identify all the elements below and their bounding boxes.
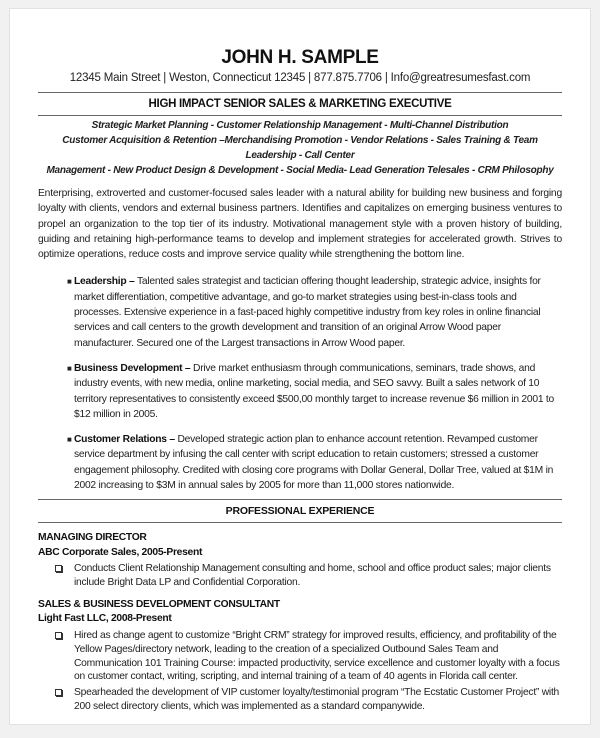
summary-paragraph: Enterprising, extroverted and customer-focused sales leader with a natural ability for building new business and forging loyalty with clients, vendors and external business partners. Identifies and capitalizes on emerging business ventures to propel an organization to the top tier of its industry. Motivational management style with a proven history of building, guiding and retaining high-performance teams to develop and implement strategies for accelerated growth. Strives to optimize operations, reduce costs and improve service quality while strengthening the bottom line. bbox=[38, 188, 562, 261]
job-title: SALES & BUSINESS DEVELOPMENT CONSULTANT bbox=[38, 598, 280, 610]
skills-line: Strategic Market Planning - Customer Relationship Management - Multi-Channel Distribution bbox=[91, 120, 509, 131]
skills-line: Customer Acquisition & Retention –Merchandising Promotion - Vendor Relations - Sales Training & Team Leadership - Call Center bbox=[62, 135, 538, 161]
job-bullet-text: Hired as change agent to customize “Bright CRM” strategy for improved results, efficiency, and profitability of the Yellow Pages/directory network, leading to the creation of a specialized Outbound Sales Team and Communication 101 Training Course: impacted productivity, service excellence and customer loyalty with a focus on customer contact, writing, scripting, and internal training of a team of 40 agents in Florida call center. bbox=[74, 629, 560, 683]
job-bullet-text: Conducts Client Relationship Management consulting and home, school and office product sales; major clients include Bright Data LP and Confidential Corporation. bbox=[74, 563, 551, 589]
highlight-leadership bbox=[67, 274, 562, 350]
job-title: MANAGING DIRECTOR bbox=[38, 532, 147, 544]
highlight-customer-relations bbox=[67, 432, 562, 493]
highlight-title: Leadership – bbox=[74, 276, 135, 288]
job-bullet bbox=[74, 686, 562, 714]
divider bbox=[38, 522, 562, 523]
highlight-title: Customer Relations – bbox=[74, 434, 175, 446]
highlight-text: Talented sales strategist and tactician offering thought leadership, strategic advice, insights for market differentiation, competitive advantage, and go-to market strategies using best-in-class tools and processes. Extensive experience in a fast-paced highly competitive industry from key roles in online financial services and call centers to the growth development and transition of an original Arrow Wood paper manufacturer. Secured one of the Largest transactions in Arrow Wood paper. bbox=[74, 276, 541, 349]
checkbox-bullet-icon bbox=[55, 689, 62, 696]
checkbox-bullet-icon bbox=[55, 632, 62, 639]
checkbox-bullet-icon bbox=[55, 565, 62, 572]
divider bbox=[38, 92, 562, 93]
bullet-icon: ■ bbox=[67, 277, 72, 287]
highlight-business-development bbox=[67, 361, 562, 422]
divider bbox=[38, 499, 562, 500]
divider bbox=[38, 115, 562, 116]
section-title-experience: PROFESSIONAL EXPERIENCE bbox=[225, 505, 375, 518]
job-company: ABC Corporate Sales, 2005-Present bbox=[38, 546, 203, 558]
candidate-name: JOHN H. SAMPLE bbox=[221, 47, 379, 68]
job-bullet-text: Spearheaded the development of VIP customer loyalty/testimonial program “The Ecstatic Customer Project” with 200 select directory clients, which was implemented as a standard companywide. bbox=[74, 687, 560, 712]
highlight-text: Developed strategic action plan to enhance account retention. Revamped customer service department by infusing the call center with script education to retain customers; stressed a customer engagement philosophy. Credited with closing core programs with Dollar General, Dollar Tree, valued at $1M in 2002 increasing to $3M in annual sales by 2005 for more than 11,000 stores nationwide. bbox=[74, 434, 554, 492]
job-bullet bbox=[74, 629, 562, 684]
skills-line: Management - New Product Design & Development - Social Media- Lead Generation Telesales - CRM Philosophy bbox=[46, 165, 554, 176]
contact-info: 12345 Main Street | Weston, Connecticut 12345 | 877.875.7706 | Info@greatresumesfast.com bbox=[69, 72, 531, 84]
highlight-text: Drive market enthusiasm through communications, seminars, trade shows, and industry events, with new media, online marketing, social media, and SEO savvy. Built a sales network of 10 territory representatives to consistently exceed $500,00 monthly target to increase revenue $6 million in 2001 to $12 million in 2005. bbox=[74, 362, 555, 420]
headline: HIGH IMPACT SENIOR SALES & MARKETING EXECUTIVE bbox=[148, 98, 452, 110]
bullet-icon: ■ bbox=[67, 363, 72, 373]
job-bullet bbox=[74, 562, 562, 590]
skills-list bbox=[38, 118, 562, 178]
job-company: Light Fast LLC, 2008-Present bbox=[38, 613, 172, 625]
resume-page bbox=[9, 8, 591, 725]
highlight-title: Business Development – bbox=[74, 362, 191, 374]
bullet-icon: ■ bbox=[67, 435, 72, 445]
